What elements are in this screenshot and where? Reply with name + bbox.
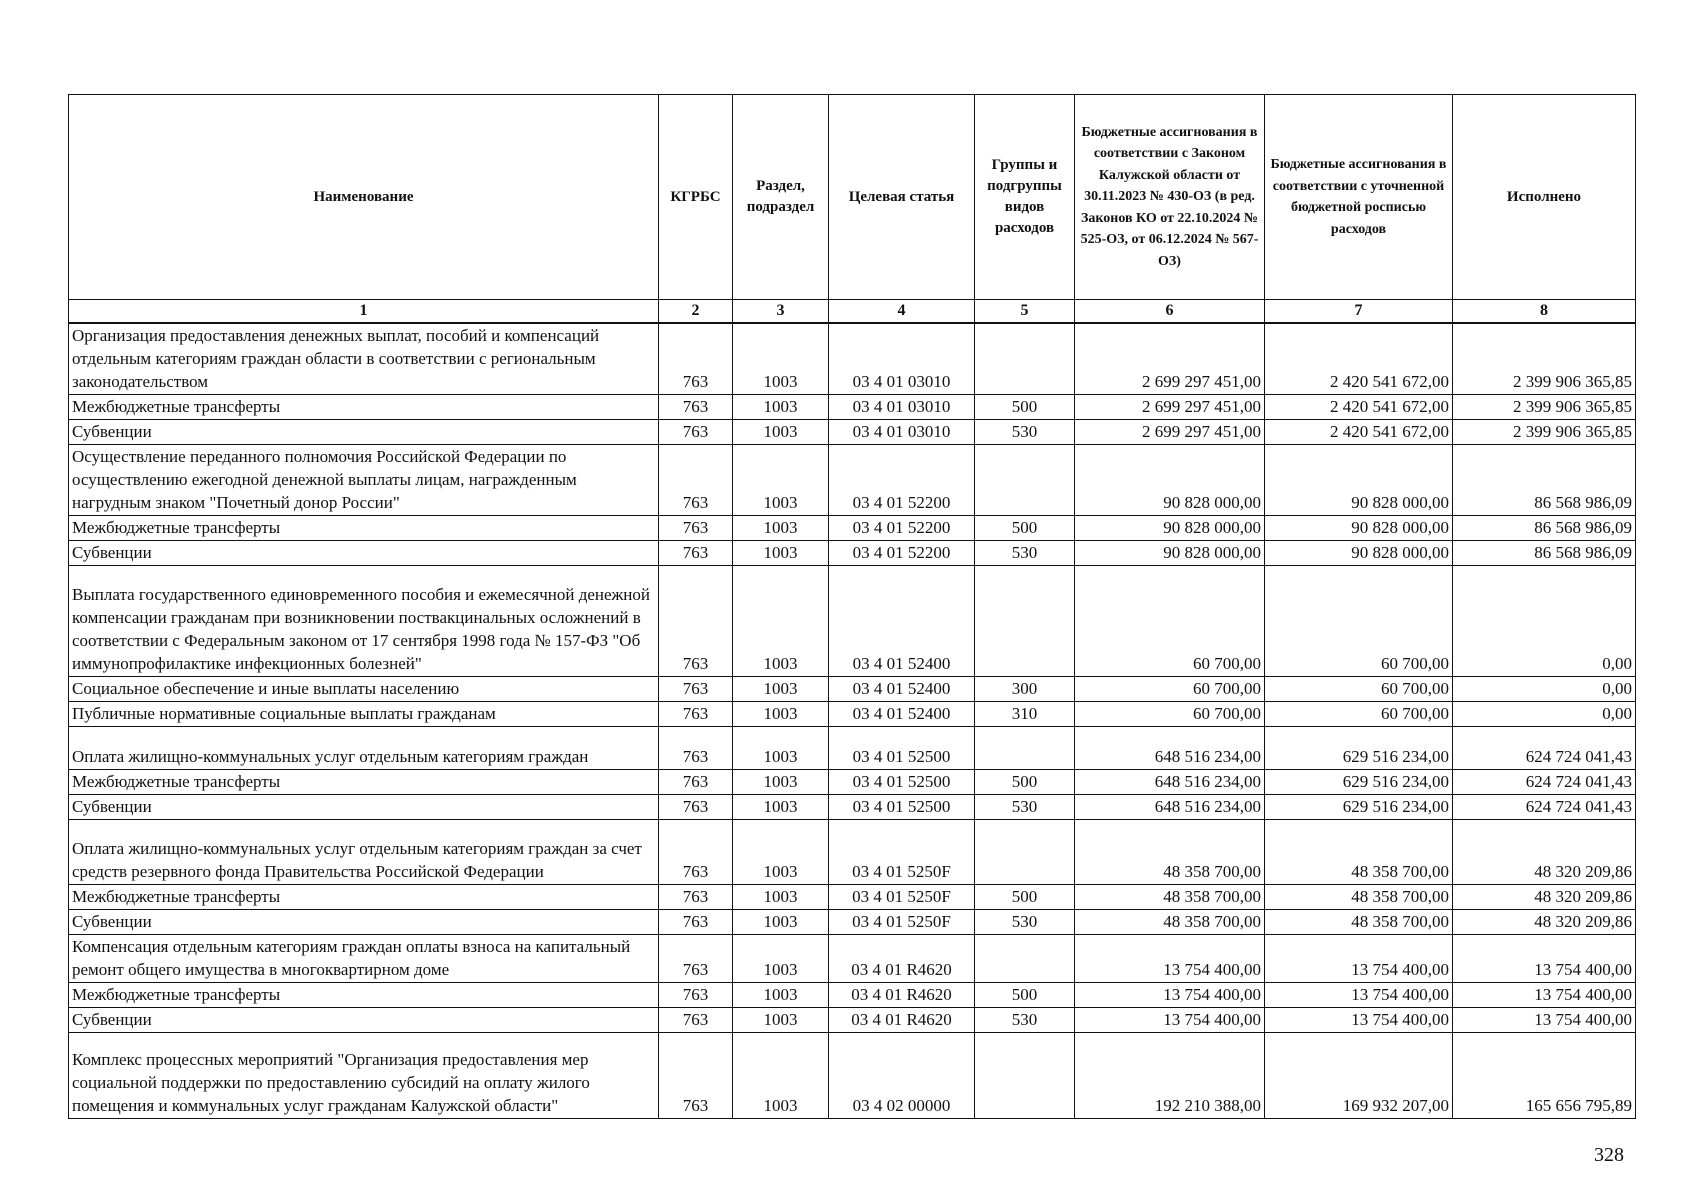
row-executed: 624 724 041,43 [1453,726,1636,769]
row-refined: 629 516 234,00 [1265,726,1453,769]
table-row [69,1032,1636,1118]
row-approved: 648 516 234,00 [1075,794,1265,819]
table-row [69,419,1636,444]
row-group [975,934,1075,982]
row-approved: 648 516 234,00 [1075,726,1265,769]
row-section: 1003 [733,934,829,982]
row-executed: 86 568 986,09 [1453,444,1636,515]
row-approved: 48 358 700,00 [1075,819,1265,884]
row-executed: 0,00 [1453,676,1636,701]
table-body [69,323,1636,1119]
row-kgrbs: 763 [659,565,733,676]
row-refined: 90 828 000,00 [1265,540,1453,565]
table-row [69,934,1636,982]
column-number: 8 [1453,300,1636,323]
row-executed: 48 320 209,86 [1453,819,1636,884]
row-group [975,565,1075,676]
row-refined: 48 358 700,00 [1265,819,1453,884]
row-approved: 48 358 700,00 [1075,884,1265,909]
row-refined: 60 700,00 [1265,565,1453,676]
row-group: 300 [975,676,1075,701]
row-target: 03 4 01 52400 [829,565,975,676]
row-approved: 48 358 700,00 [1075,909,1265,934]
row-section: 1003 [733,394,829,419]
row-refined: 60 700,00 [1265,701,1453,726]
row-executed: 86 568 986,09 [1453,515,1636,540]
row-executed: 13 754 400,00 [1453,982,1636,1007]
row-target: 03 4 01 R4620 [829,1007,975,1032]
table-row [69,540,1636,565]
table-row [69,394,1636,419]
header-section: Раздел, подраздел [733,95,829,300]
table-row [69,565,1636,676]
row-name: Межбюджетные трансферты [69,982,659,1007]
row-executed: 0,00 [1453,701,1636,726]
table-row [69,701,1636,726]
column-number: 1 [69,300,659,323]
column-number: 6 [1075,300,1265,323]
page-number: 328 [1594,1144,1624,1166]
row-kgrbs: 763 [659,819,733,884]
row-section: 1003 [733,540,829,565]
row-approved: 13 754 400,00 [1075,1007,1265,1032]
row-executed: 624 724 041,43 [1453,794,1636,819]
row-kgrbs: 763 [659,794,733,819]
row-kgrbs: 763 [659,701,733,726]
row-name: Выплата государственного единовременного пособия и ежемесячной денежной компенсации гражданам при возникновении поствакцинальных осложнений в соответствии с Федеральным законом от 17 сентября 1998 года № 157-ФЗ "Об иммунопрофилактике инфекционных болезней" [69,565,659,676]
header-executed: Исполнено [1453,95,1636,300]
row-executed: 48 320 209,86 [1453,884,1636,909]
row-executed: 13 754 400,00 [1453,1007,1636,1032]
row-target: 03 4 01 5250F [829,909,975,934]
column-number: 2 [659,300,733,323]
row-name: Субвенции [69,794,659,819]
row-section: 1003 [733,323,829,395]
row-group: 530 [975,1007,1075,1032]
row-kgrbs: 763 [659,726,733,769]
table-row [69,884,1636,909]
row-section: 1003 [733,982,829,1007]
row-target: 03 4 01 52400 [829,701,975,726]
row-refined: 169 932 207,00 [1265,1032,1453,1118]
row-section: 1003 [733,444,829,515]
row-executed: 165 656 795,89 [1453,1032,1636,1118]
row-group: 310 [975,701,1075,726]
row-group [975,726,1075,769]
row-name: Оплата жилищно-коммунальных услуг отдельным категориям граждан [69,726,659,769]
row-group: 500 [975,884,1075,909]
row-refined: 13 754 400,00 [1265,982,1453,1007]
row-name: Компенсация отдельным категориям граждан оплаты взноса на капитальный ремонт общего имущества в многоквартирном доме [69,934,659,982]
row-approved: 90 828 000,00 [1075,515,1265,540]
row-target: 03 4 01 03010 [829,394,975,419]
table-row [69,1007,1636,1032]
row-refined: 48 358 700,00 [1265,909,1453,934]
row-kgrbs: 763 [659,1032,733,1118]
row-approved: 90 828 000,00 [1075,540,1265,565]
row-executed: 86 568 986,09 [1453,540,1636,565]
row-group: 500 [975,769,1075,794]
row-approved: 2 699 297 451,00 [1075,419,1265,444]
row-executed: 0,00 [1453,565,1636,676]
row-approved: 648 516 234,00 [1075,769,1265,794]
row-target: 03 4 01 03010 [829,323,975,395]
row-group: 530 [975,540,1075,565]
row-group [975,444,1075,515]
table-row [69,726,1636,769]
column-number: 7 [1265,300,1453,323]
header-name: Наименование [69,95,659,300]
row-name: Субвенции [69,419,659,444]
row-group: 530 [975,794,1075,819]
row-name: Комплекс процессных мероприятий "Организация предоставления мер социальной поддержки по предоставлению субсидий на оплату жилого помещения и коммунальных услуг гражданам Калужской области" [69,1032,659,1118]
row-refined: 629 516 234,00 [1265,794,1453,819]
row-group: 530 [975,909,1075,934]
row-kgrbs: 763 [659,419,733,444]
row-refined: 2 420 541 672,00 [1265,394,1453,419]
table-row [69,794,1636,819]
row-name: Организация предоставления денежных выплат, пособий и компенсаций отдельным категориям граждан области в соответствии с региональным законодательством [69,323,659,395]
row-target: 03 4 01 52200 [829,515,975,540]
row-section: 1003 [733,676,829,701]
row-approved: 13 754 400,00 [1075,982,1265,1007]
row-approved: 60 700,00 [1075,565,1265,676]
row-refined: 48 358 700,00 [1265,884,1453,909]
row-name: Межбюджетные трансферты [69,884,659,909]
row-section: 1003 [733,515,829,540]
row-target: 03 4 01 52200 [829,444,975,515]
row-group [975,323,1075,395]
row-section: 1003 [733,726,829,769]
row-target: 03 4 01 R4620 [829,934,975,982]
row-name: Межбюджетные трансферты [69,769,659,794]
row-group: 500 [975,394,1075,419]
row-group: 500 [975,515,1075,540]
row-target: 03 4 01 R4620 [829,982,975,1007]
row-refined: 90 828 000,00 [1265,444,1453,515]
row-refined: 60 700,00 [1265,676,1453,701]
row-name: Субвенции [69,1007,659,1032]
budget-table [68,94,1636,1119]
row-refined: 2 420 541 672,00 [1265,323,1453,395]
row-kgrbs: 763 [659,934,733,982]
row-kgrbs: 763 [659,982,733,1007]
row-refined: 13 754 400,00 [1265,934,1453,982]
row-section: 1003 [733,1007,829,1032]
row-section: 1003 [733,769,829,794]
row-executed: 624 724 041,43 [1453,769,1636,794]
column-number: 3 [733,300,829,323]
table-row [69,819,1636,884]
table-row [69,769,1636,794]
row-kgrbs: 763 [659,676,733,701]
row-name: Оплата жилищно-коммунальных услуг отдельным категориям граждан за счет средств резервного фонда Правительства Российской Федерации [69,819,659,884]
row-kgrbs: 763 [659,515,733,540]
row-section: 1003 [733,419,829,444]
row-target: 03 4 01 52500 [829,726,975,769]
row-kgrbs: 763 [659,540,733,565]
row-refined: 90 828 000,00 [1265,515,1453,540]
table-row [69,676,1636,701]
row-executed: 2 399 906 365,85 [1453,323,1636,395]
row-target: 03 4 01 52500 [829,794,975,819]
row-approved: 2 699 297 451,00 [1075,394,1265,419]
row-executed: 2 399 906 365,85 [1453,419,1636,444]
row-target: 03 4 02 00000 [829,1032,975,1118]
row-section: 1003 [733,819,829,884]
row-name: Субвенции [69,909,659,934]
table-row [69,909,1636,934]
header-target: Целевая статья [829,95,975,300]
row-kgrbs: 763 [659,323,733,395]
table-row [69,444,1636,515]
header-approved: Бюджетные ассигнования в соответствии с Законом Калужской области от 30.11.2023 № 430-ОЗ (в ред. Законов КО от 22.10.2024 № 525-ОЗ, от 06.12.2024 № 567-ОЗ) [1075,95,1265,300]
row-executed: 2 399 906 365,85 [1453,394,1636,419]
row-kgrbs: 763 [659,444,733,515]
row-section: 1003 [733,1032,829,1118]
table-row [69,515,1636,540]
header-group: Группы и подгруппы видов расходов [975,95,1075,300]
row-kgrbs: 763 [659,1007,733,1032]
row-target: 03 4 01 52500 [829,769,975,794]
row-approved: 60 700,00 [1075,676,1265,701]
row-target: 03 4 01 03010 [829,419,975,444]
row-kgrbs: 763 [659,394,733,419]
row-target: 03 4 01 52200 [829,540,975,565]
row-name: Межбюджетные трансферты [69,394,659,419]
row-target: 03 4 01 52400 [829,676,975,701]
row-refined: 13 754 400,00 [1265,1007,1453,1032]
column-number: 5 [975,300,1075,323]
row-kgrbs: 763 [659,769,733,794]
row-approved: 13 754 400,00 [1075,934,1265,982]
row-refined: 629 516 234,00 [1265,769,1453,794]
row-section: 1003 [733,794,829,819]
row-executed: 13 754 400,00 [1453,934,1636,982]
row-name: Субвенции [69,540,659,565]
row-refined: 2 420 541 672,00 [1265,419,1453,444]
row-approved: 60 700,00 [1075,701,1265,726]
row-group [975,1032,1075,1118]
row-group [975,819,1075,884]
row-approved: 192 210 388,00 [1075,1032,1265,1118]
row-name: Межбюджетные трансферты [69,515,659,540]
row-section: 1003 [733,565,829,676]
row-section: 1003 [733,909,829,934]
row-name: Социальное обеспечение и иные выплаты населению [69,676,659,701]
row-target: 03 4 01 5250F [829,819,975,884]
header-kgrbs: КГРБС [659,95,733,300]
row-section: 1003 [733,884,829,909]
header-refined: Бюджетные ассигнования в соответствии с уточненной бюджетной росписью расходов [1265,95,1453,300]
row-approved: 90 828 000,00 [1075,444,1265,515]
column-number: 4 [829,300,975,323]
row-approved: 2 699 297 451,00 [1075,323,1265,395]
row-kgrbs: 763 [659,884,733,909]
table-row [69,323,1636,395]
row-group: 530 [975,419,1075,444]
table-row [69,982,1636,1007]
row-section: 1003 [733,701,829,726]
row-group: 500 [975,982,1075,1007]
row-name: Осуществление переданного полномочия Российской Федерации по осуществлению ежегодной денежной выплаты лицам, награжденным нагрудным знаком "Почетный донор России" [69,444,659,515]
row-target: 03 4 01 5250F [829,884,975,909]
row-name: Публичные нормативные социальные выплаты гражданам [69,701,659,726]
row-kgrbs: 763 [659,909,733,934]
row-executed: 48 320 209,86 [1453,909,1636,934]
